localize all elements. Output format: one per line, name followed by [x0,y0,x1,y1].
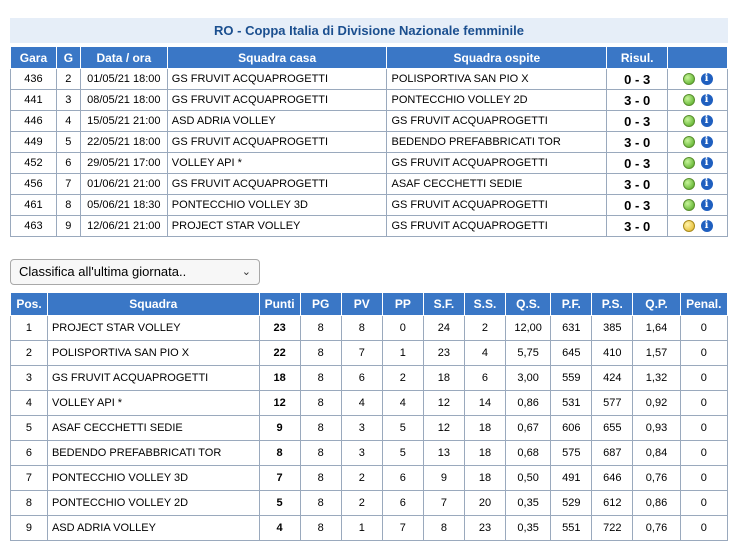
standings-cell-pf: 529 [551,491,592,516]
standings-cell-squadra: PONTECCHIO VOLLEY 3D [47,466,259,491]
standings-cell-pv: 1 [341,516,382,541]
standings-cell-qs: 0,67 [506,416,551,441]
match-result: 0 - 3 [607,111,668,132]
standings-cell-qp: 0,92 [633,391,680,416]
standings-cell-penal: 0 [680,366,727,391]
header-gara: Gara [11,47,57,69]
info-icon[interactable]: i [701,115,713,127]
standings-cell-ss: 4 [464,341,505,366]
standings-cell-sf: 8 [423,516,464,541]
match-actions [668,90,728,111]
match-home-team: GS FRUVIT ACQUAPROGETTI [167,174,387,195]
match-number: 441 [11,90,57,111]
match-number: 446 [11,111,57,132]
match-date: 05/06/21 18:30 [80,195,167,216]
match-round: 4 [56,111,80,132]
standings-cell-punti: 18 [259,366,300,391]
status-light-icon [683,136,695,148]
standings-cell-ss: 18 [464,441,505,466]
header-pf: P.F. [551,293,592,316]
match-date: 15/05/21 21:00 [80,111,167,132]
standings-cell-qs: 0,86 [506,391,551,416]
info-icon[interactable]: i [701,73,713,85]
standings-cell-ps: 410 [592,341,633,366]
standings-cell-pv: 7 [341,341,382,366]
match-round: 8 [56,195,80,216]
standings-cell-sf: 13 [423,441,464,466]
header-pp: PP [382,293,423,316]
match-result: 0 - 3 [607,69,668,90]
header-squadra: Squadra [47,293,259,316]
standings-cell-pp: 6 [382,491,423,516]
header-sf: S.F. [423,293,464,316]
match-away-team: GS FRUVIT ACQUAPROGETTI [387,216,607,237]
standings-cell-pf: 531 [551,391,592,416]
match-result: 0 - 3 [607,153,668,174]
standings-cell-pos: 3 [11,366,48,391]
standings-cell-pv: 3 [341,441,382,466]
match-actions [668,174,728,195]
standings-cell-squadra: ASD ADRIA VOLLEY [47,516,259,541]
standings-cell-ps: 646 [592,466,633,491]
standings-cell-qs: 3,00 [506,366,551,391]
standings-cell-sf: 12 [423,416,464,441]
standings-cell-pg: 8 [300,466,341,491]
match-home-team: VOLLEY API * [167,153,387,174]
match-row [11,69,728,90]
standings-cell-pf: 631 [551,316,592,341]
match-home-team: PROJECT STAR VOLLEY [167,216,387,237]
match-actions [668,111,728,132]
standings-cell-ps: 424 [592,366,633,391]
standings-cell-pf: 551 [551,516,592,541]
match-row [11,153,728,174]
standings-cell-pg: 8 [300,516,341,541]
competition-title: RO - Coppa Italia di Divisione Nazionale femminile [10,18,728,43]
match-away-team: GS FRUVIT ACQUAPROGETTI [387,195,607,216]
status-light-icon [683,73,695,85]
standings-cell-pos: 7 [11,466,48,491]
standings-cell-sf: 18 [423,366,464,391]
chevron-down-icon: ⌄ [241,266,251,278]
standings-cell-pg: 8 [300,491,341,516]
match-actions [668,216,728,237]
match-number: 461 [11,195,57,216]
standings-cell-qs: 12,00 [506,316,551,341]
standings-cell-sf: 7 [423,491,464,516]
header-ss: S.S. [464,293,505,316]
match-row [11,111,728,132]
standings-row [11,441,728,466]
standings-cell-pv: 2 [341,466,382,491]
standings-cell-penal: 0 [680,391,727,416]
standings-view-select[interactable] [10,259,260,285]
header-icons [668,47,728,69]
standings-cell-punti: 4 [259,516,300,541]
header-risultato: Risul. [607,47,668,69]
standings-cell-pf: 645 [551,341,592,366]
match-actions [668,195,728,216]
standings-cell-penal: 0 [680,491,727,516]
match-actions [668,153,728,174]
match-number: 452 [11,153,57,174]
standings-cell-pp: 0 [382,316,423,341]
match-row [11,132,728,153]
matches-table [10,46,728,237]
standings-cell-pp: 5 [382,416,423,441]
standings-cell-sf: 12 [423,391,464,416]
standings-cell-pf: 491 [551,466,592,491]
standings-cell-punti: 12 [259,391,300,416]
standings-cell-ss: 14 [464,391,505,416]
match-away-team: BEDENDO PREFABBRICATI TOR [387,132,607,153]
standings-cell-penal: 0 [680,316,727,341]
standings-cell-ss: 20 [464,491,505,516]
standings-cell-qp: 1,64 [633,316,680,341]
match-result: 3 - 0 [607,132,668,153]
status-light-icon [683,199,695,211]
standings-header-row [11,293,728,316]
match-home-team: GS FRUVIT ACQUAPROGETTI [167,69,387,90]
match-away-team: POLISPORTIVA SAN PIO X [387,69,607,90]
match-row [11,90,728,111]
standings-cell-qs: 0,68 [506,441,551,466]
header-data-ora: Data / ora [80,47,167,69]
header-giornata: G [56,47,80,69]
standings-cell-punti: 5 [259,491,300,516]
match-date: 29/05/21 17:00 [80,153,167,174]
standings-cell-penal: 0 [680,466,727,491]
standings-cell-punti: 22 [259,341,300,366]
match-round: 5 [56,132,80,153]
standings-table [10,292,728,541]
match-away-team: GS FRUVIT ACQUAPROGETTI [387,153,607,174]
match-date: 12/06/21 21:00 [80,216,167,237]
status-light-icon [683,94,695,106]
standings-cell-pos: 8 [11,491,48,516]
standings-cell-pp: 7 [382,516,423,541]
standings-cell-squadra: GS FRUVIT ACQUAPROGETTI [47,366,259,391]
match-away-team: ASAF CECCHETTI SEDIE [387,174,607,195]
info-icon[interactable]: i [701,136,713,148]
standings-cell-squadra: VOLLEY API * [47,391,259,416]
standings-cell-pf: 606 [551,416,592,441]
standings-cell-pp: 2 [382,366,423,391]
header-pos: Pos. [11,293,48,316]
standings-row [11,366,728,391]
header-pg: PG [300,293,341,316]
standings-cell-ps: 612 [592,491,633,516]
match-date: 01/05/21 18:00 [80,69,167,90]
standings-cell-pv: 3 [341,416,382,441]
standings-cell-punti: 8 [259,441,300,466]
header-penal: Penal. [680,293,727,316]
standings-cell-pos: 6 [11,441,48,466]
standings-cell-pos: 1 [11,316,48,341]
standings-cell-ps: 577 [592,391,633,416]
match-home-team: PONTECCHIO VOLLEY 3D [167,195,387,216]
select-value: Classifica all'ultima giornata.. [19,264,187,279]
standings-cell-pg: 8 [300,391,341,416]
standings-cell-punti: 9 [259,416,300,441]
standings-cell-squadra: POLISPORTIVA SAN PIO X [47,341,259,366]
standings-cell-ps: 687 [592,441,633,466]
standings-row [11,391,728,416]
standings-cell-pg: 8 [300,416,341,441]
info-icon[interactable]: i [701,178,713,190]
standings-cell-qp: 1,32 [633,366,680,391]
standings-cell-ps: 385 [592,316,633,341]
standings-cell-pg: 8 [300,316,341,341]
header-qp: Q.P. [633,293,680,316]
match-home-team: GS FRUVIT ACQUAPROGETTI [167,90,387,111]
standings-cell-pg: 8 [300,441,341,466]
standings-row [11,316,728,341]
match-number: 456 [11,174,57,195]
info-icon[interactable]: i [701,94,713,106]
standings-cell-squadra: PROJECT STAR VOLLEY [47,316,259,341]
standings-cell-pv: 6 [341,366,382,391]
match-number: 436 [11,69,57,90]
standings-cell-pp: 4 [382,391,423,416]
info-icon[interactable]: i [701,220,713,232]
match-result: 0 - 3 [607,195,668,216]
match-home-team: GS FRUVIT ACQUAPROGETTI [167,132,387,153]
match-date: 22/05/21 18:00 [80,132,167,153]
standings-cell-punti: 7 [259,466,300,491]
standings-cell-pv: 2 [341,491,382,516]
match-home-team: ASD ADRIA VOLLEY [167,111,387,132]
match-actions [668,132,728,153]
standings-cell-sf: 24 [423,316,464,341]
standings-cell-qp: 1,57 [633,341,680,366]
match-row [11,174,728,195]
standings-cell-qp: 0,93 [633,416,680,441]
standings-cell-pp: 5 [382,441,423,466]
standings-cell-qs: 5,75 [506,341,551,366]
standings-body [11,316,728,541]
standings-cell-pf: 559 [551,366,592,391]
status-light-icon [683,178,695,190]
standings-cell-ss: 6 [464,366,505,391]
standings-cell-squadra: ASAF CECCHETTI SEDIE [47,416,259,441]
match-row [11,195,728,216]
standings-cell-punti: 23 [259,316,300,341]
match-round: 6 [56,153,80,174]
standings-cell-qp: 0,86 [633,491,680,516]
header-pv: PV [341,293,382,316]
standings-cell-pv: 8 [341,316,382,341]
standings-row [11,466,728,491]
standings-cell-qs: 0,35 [506,491,551,516]
standings-cell-ps: 722 [592,516,633,541]
standings-cell-pf: 575 [551,441,592,466]
standings-cell-sf: 23 [423,341,464,366]
standings-cell-squadra: BEDENDO PREFABBRICATI TOR [47,441,259,466]
status-light-icon [683,220,695,232]
header-squadra-casa: Squadra casa [167,47,387,69]
standings-cell-ss: 23 [464,516,505,541]
match-round: 9 [56,216,80,237]
header-punti: Punti [259,293,300,316]
standings-row [11,341,728,366]
header-squadra-ospite: Squadra ospite [387,47,607,69]
match-number: 449 [11,132,57,153]
standings-cell-ps: 655 [592,416,633,441]
standings-cell-pos: 4 [11,391,48,416]
standings-cell-pp: 1 [382,341,423,366]
standings-cell-sf: 9 [423,466,464,491]
status-light-icon [683,115,695,127]
match-actions [668,69,728,90]
standings-cell-pp: 6 [382,466,423,491]
match-date: 01/06/21 21:00 [80,174,167,195]
match-date: 08/05/21 18:00 [80,90,167,111]
match-round: 7 [56,174,80,195]
standings-cell-ss: 18 [464,466,505,491]
match-result: 3 - 0 [607,90,668,111]
match-round: 2 [56,69,80,90]
header-qs: Q.S. [506,293,551,316]
match-away-team: PONTECCHIO VOLLEY 2D [387,90,607,111]
header-ps: P.S. [592,293,633,316]
standings-cell-penal: 0 [680,341,727,366]
standings-cell-penal: 0 [680,516,727,541]
standings-cell-pv: 4 [341,391,382,416]
standings-cell-penal: 0 [680,441,727,466]
standings-cell-pg: 8 [300,366,341,391]
standings-cell-pos: 2 [11,341,48,366]
standings-cell-qp: 0,76 [633,516,680,541]
standings-row [11,491,728,516]
match-result: 3 - 0 [607,174,668,195]
match-round: 3 [56,90,80,111]
status-light-icon [683,157,695,169]
info-icon[interactable]: i [701,199,713,211]
standings-row [11,516,728,541]
standings-cell-squadra: PONTECCHIO VOLLEY 2D [47,491,259,516]
match-number: 463 [11,216,57,237]
standings-cell-qp: 0,76 [633,466,680,491]
matches-header-row [11,47,728,69]
standings-cell-qp: 0,84 [633,441,680,466]
standings-cell-pos: 5 [11,416,48,441]
standings-row [11,416,728,441]
match-result: 3 - 0 [607,216,668,237]
standings-cell-pos: 9 [11,516,48,541]
match-away-team: GS FRUVIT ACQUAPROGETTI [387,111,607,132]
standings-cell-ss: 18 [464,416,505,441]
standings-cell-pg: 8 [300,341,341,366]
standings-cell-penal: 0 [680,416,727,441]
info-icon[interactable]: i [701,157,713,169]
matches-body [11,69,728,237]
standings-cell-qs: 0,35 [506,516,551,541]
match-row [11,216,728,237]
standings-cell-qs: 0,50 [506,466,551,491]
standings-cell-ss: 2 [464,316,505,341]
